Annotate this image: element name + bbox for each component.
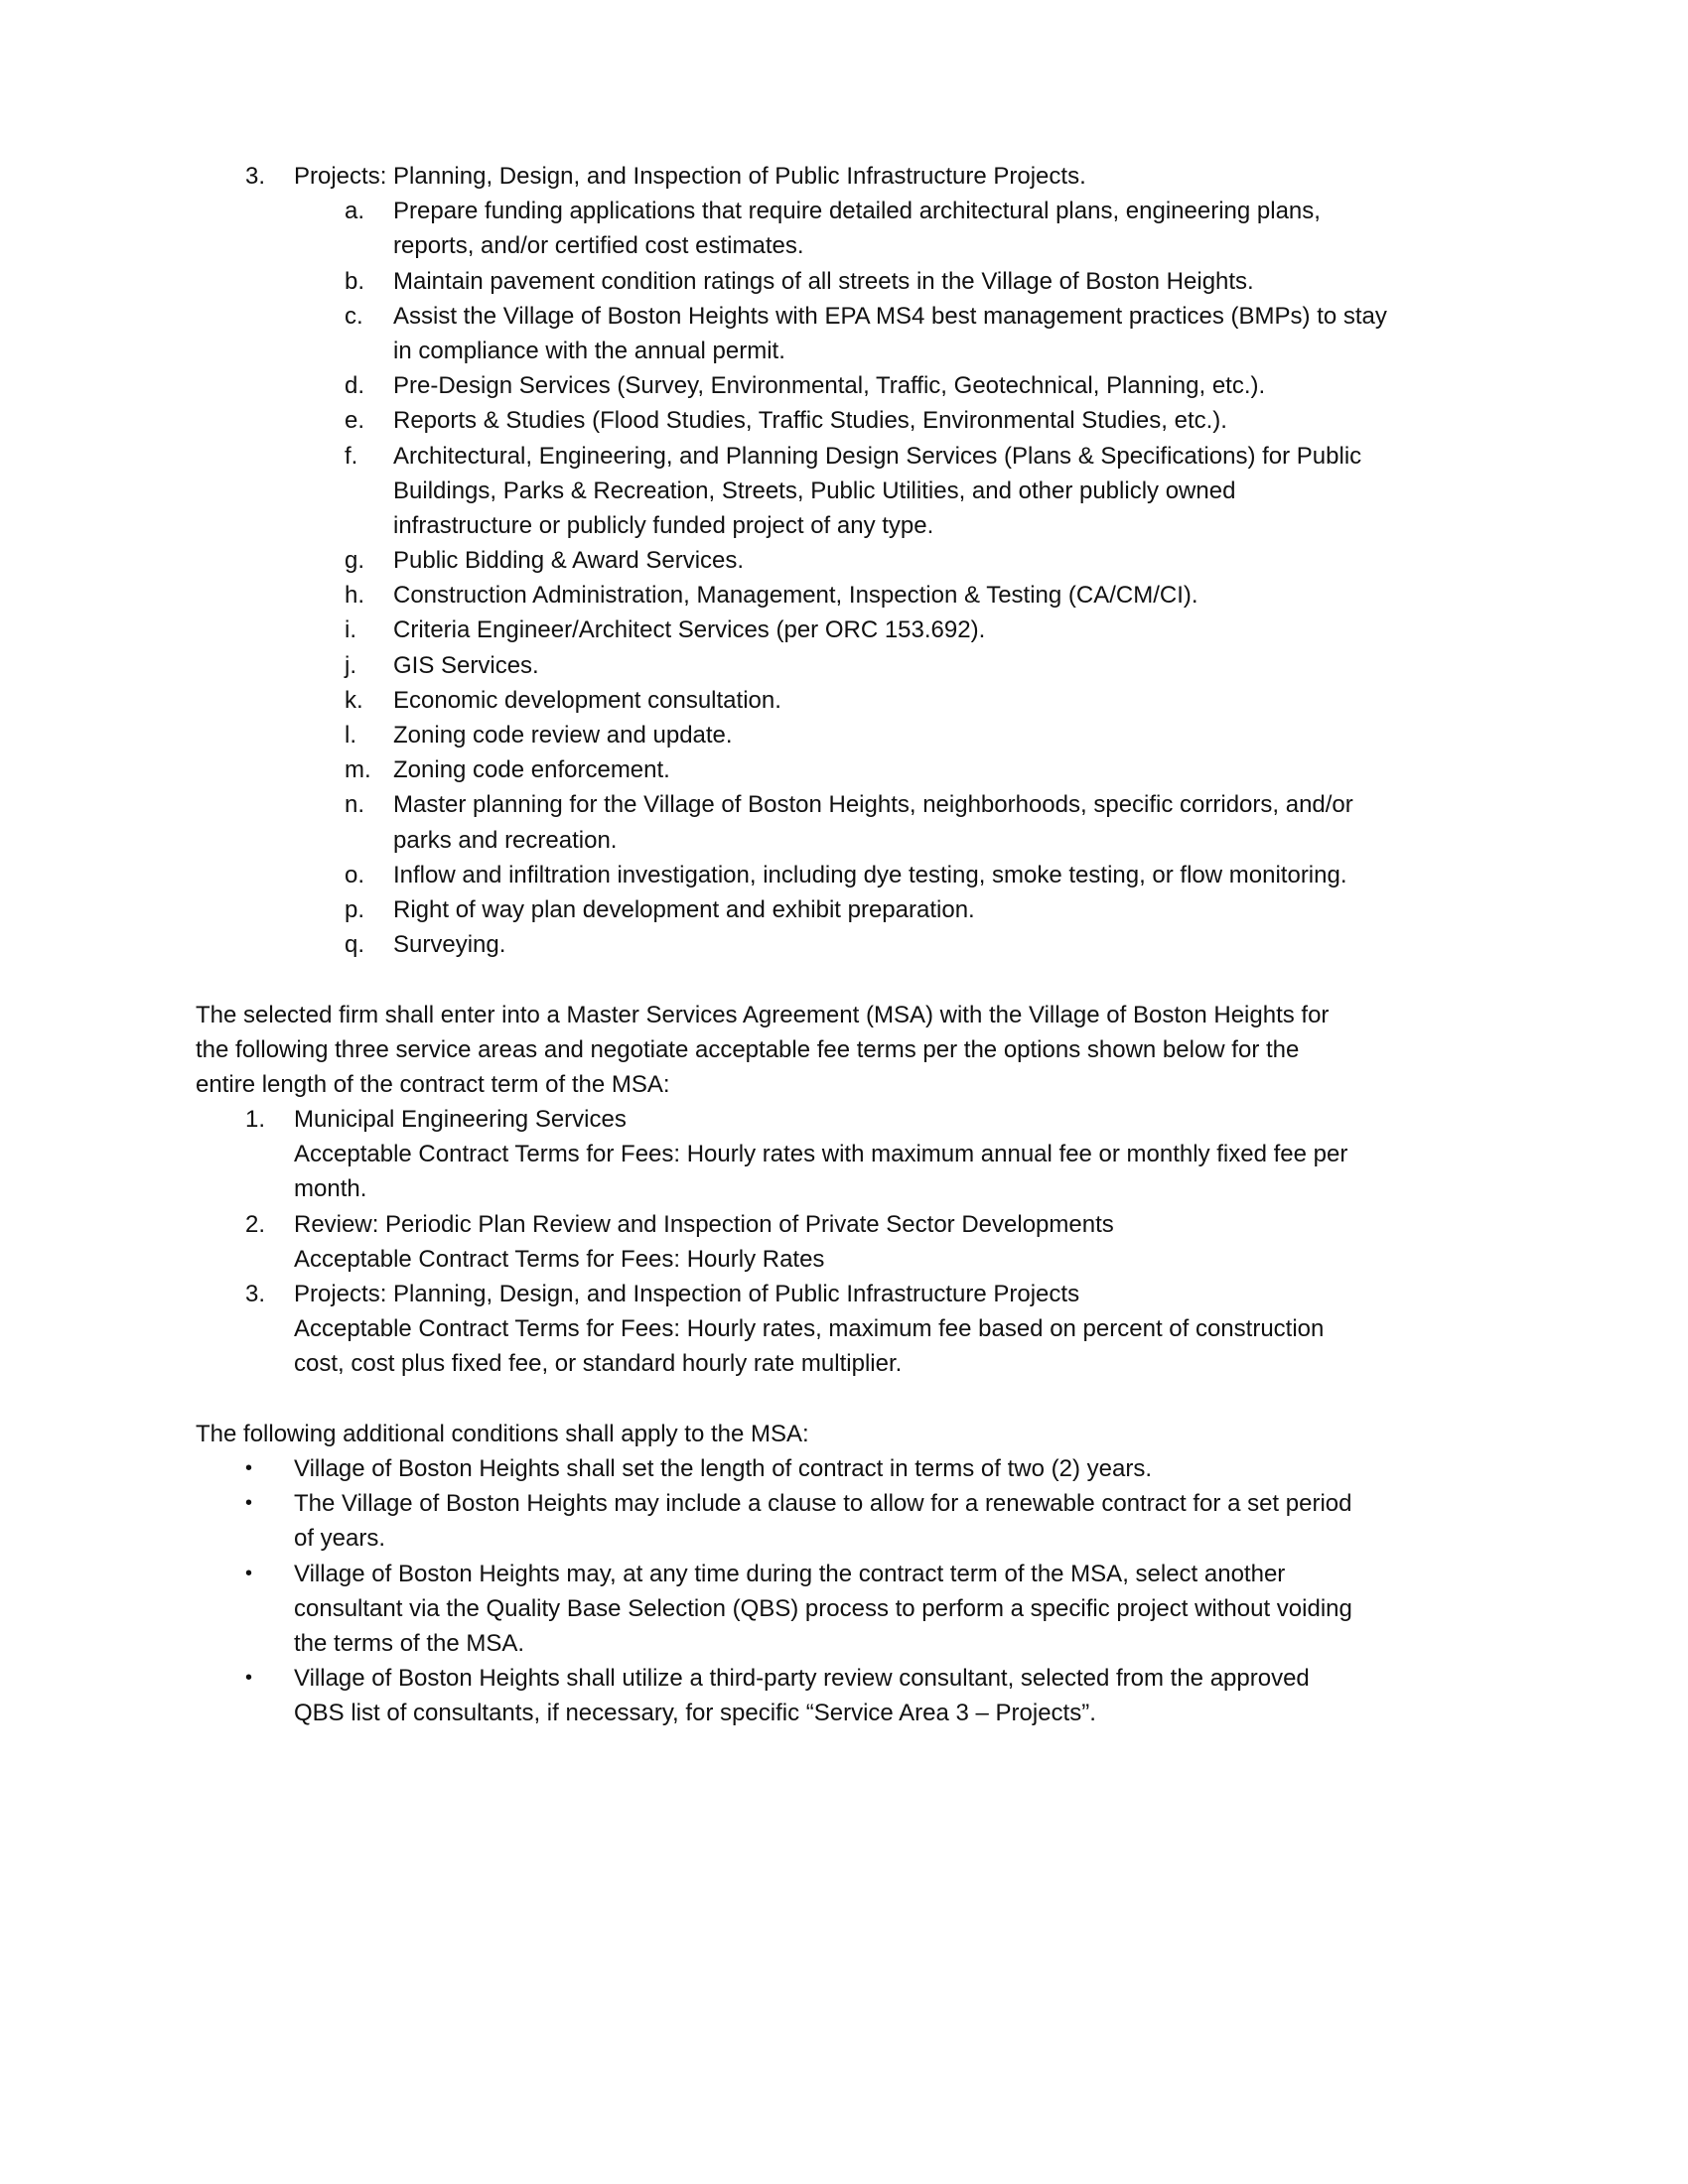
list-marker: c. — [345, 302, 363, 330]
sub-list-item — [196, 613, 1477, 647]
line-text: Village of Boston Heights shall set the length of contract in terms of two (2) years. — [294, 1454, 1152, 1482]
line-text: Village of Boston Heights shall utilize a third-party review consultant, selected from the approved — [294, 1665, 1310, 1693]
sub-list-item — [196, 927, 1477, 962]
bullet-icon: • — [245, 1492, 253, 1515]
condition-bullet-item — [196, 1696, 1477, 1730]
list-marker: e. — [345, 407, 365, 435]
line-text: Buildings, Parks & Recreation, Streets, Public Utilities, and other publicly owned — [393, 477, 1236, 504]
service-area-item — [196, 1137, 1477, 1171]
list-marker: p. — [345, 895, 365, 923]
condition-bullet-item — [196, 1557, 1477, 1591]
list-marker: j. — [345, 651, 356, 679]
line-text: The selected firm shall enter into a Master Services Agreement (MSA) with the Village of Boston Heights for — [196, 1001, 1330, 1028]
list-marker: d. — [345, 372, 365, 400]
condition-bullet-item — [196, 1661, 1477, 1696]
line-text: the terms of the MSA. — [294, 1629, 525, 1657]
line-text: Prepare funding applications that require detailed architectural plans, engineering plans, — [393, 198, 1321, 225]
service-area-item — [196, 1242, 1477, 1277]
bullet-icon: • — [245, 1667, 253, 1690]
sub-list-item — [196, 299, 1477, 334]
sub-list-item — [196, 718, 1477, 752]
document-page — [196, 159, 1477, 1730]
line-text: Economic development consultation. — [393, 686, 781, 714]
line-text: Review: Periodic Plan Review and Inspection of Private Sector Developments — [294, 1210, 1114, 1238]
paragraph-line — [196, 998, 1477, 1032]
list-marker: 3. — [245, 1281, 266, 1307]
line-text: Architectural, Engineering, and Planning Design Services (Plans & Specifications) for Public — [393, 442, 1362, 470]
line-text: Right of way plan development and exhibit preparation. — [393, 895, 975, 923]
line-text: Pre-Design Services (Survey, Environmental, Traffic, Geotechnical, Planning, etc.). — [393, 372, 1266, 400]
list-marker: 2. — [245, 1210, 266, 1238]
sub-list-item — [196, 858, 1477, 892]
list-marker: g. — [345, 547, 365, 575]
sub-list-item — [196, 264, 1477, 299]
line-text: reports, and/or certified cost estimates. — [393, 232, 804, 260]
bullet-icon: • — [245, 1456, 253, 1479]
line-text: Inflow and infiltration investigation, including dye testing, smoke testing, or flow monitoring. — [393, 861, 1347, 888]
line-text: entire length of the contract term of the MSA: — [196, 1070, 670, 1098]
line-text: Acceptable Contract Terms for Fees: Hourly rates with maximum annual fee or monthly fixed fee per — [294, 1141, 1348, 1168]
line-text: Construction Administration, Management, Inspection & Testing (CA/CM/CI). — [393, 582, 1198, 610]
line-text: Municipal Engineering Services — [294, 1106, 627, 1134]
sub-list-item — [196, 823, 1477, 858]
sub-list-item — [196, 787, 1477, 822]
line-text: Acceptable Contract Terms for Fees: Hourly Rates — [294, 1245, 825, 1273]
sub-list-item — [196, 228, 1477, 263]
sub-list-item — [196, 683, 1477, 718]
condition-bullet-item — [196, 1591, 1477, 1626]
sub-list-item — [196, 578, 1477, 613]
line-text: Criteria Engineer/Architect Services (per ORC 153.692). — [393, 616, 986, 644]
line-text: Village of Boston Heights may, at any time during the contract term of the MSA, select another — [294, 1560, 1286, 1587]
line-text: month. — [294, 1175, 367, 1203]
line-text: Assist the Village of Boston Heights with EPA MS4 best management practices (BMPs) to stay — [393, 302, 1387, 330]
line-text: GIS Services. — [393, 651, 539, 679]
line-text: of years. — [294, 1525, 386, 1553]
line-text: Public Bidding & Award Services. — [393, 547, 745, 575]
list-marker: m. — [345, 756, 371, 784]
service-area-item — [196, 1311, 1477, 1346]
line-text: in compliance with the annual permit. — [393, 337, 785, 364]
line-text: Surveying. — [393, 931, 506, 959]
spacer — [196, 1382, 1477, 1417]
list-marker: h. — [345, 582, 365, 610]
list-marker: 1. — [245, 1106, 266, 1134]
sub-list-item — [196, 648, 1477, 683]
line-text: the following three service areas and negotiate acceptable fee terms per the options shown below for the — [196, 1035, 1300, 1063]
line-text: The Village of Boston Heights may include a clause to allow for a renewable contract for a set period — [294, 1490, 1352, 1518]
list-marker: b. — [345, 267, 365, 295]
line-text: parks and recreation. — [393, 826, 618, 854]
service-area-item — [196, 1277, 1477, 1311]
bullet-icon: • — [245, 1562, 253, 1584]
service-area-item — [196, 1207, 1477, 1242]
sub-list-item — [196, 508, 1477, 543]
sub-list-item — [196, 403, 1477, 438]
list-marker: q. — [345, 931, 365, 959]
list-marker: i. — [345, 616, 356, 644]
sub-list-item — [196, 194, 1477, 228]
line-text: consultant via the Quality Base Selection (QBS) process to perform a specific project without voiding — [294, 1594, 1352, 1622]
list-item-projects — [196, 159, 1477, 194]
sub-list-item — [196, 892, 1477, 927]
sub-list-item — [196, 752, 1477, 787]
paragraph-line — [196, 1067, 1477, 1102]
condition-bullet-item — [196, 1521, 1477, 1556]
line-text: Maintain pavement condition ratings of all streets in the Village of Boston Heights. — [393, 267, 1254, 295]
list-marker: l. — [345, 722, 356, 749]
line-text: Acceptable Contract Terms for Fees: Hourly rates, maximum fee based on percent of construction — [294, 1315, 1325, 1343]
list-marker: a. — [345, 198, 365, 225]
line-text: Zoning code review and update. — [393, 722, 733, 749]
line-text: QBS list of consultants, if necessary, for specific “Service Area 3 – Projects”. — [294, 1700, 1096, 1727]
line-text: Projects: Planning, Design, and Inspection of Public Infrastructure Projects. — [294, 163, 1086, 190]
sub-list-item — [196, 334, 1477, 368]
list-marker: f. — [345, 442, 358, 470]
condition-bullet-item — [196, 1451, 1477, 1486]
sub-list-item — [196, 474, 1477, 508]
service-area-item — [196, 1171, 1477, 1206]
service-area-item — [196, 1102, 1477, 1137]
list-marker: 3. — [245, 163, 266, 190]
line-text: infrastructure or publicly funded project of any type. — [393, 511, 934, 539]
line-text: The following additional conditions shall apply to the MSA: — [196, 1420, 809, 1447]
sub-list-item — [196, 439, 1477, 474]
spacer — [196, 962, 1477, 997]
list-marker: k. — [345, 686, 363, 714]
line-text: Zoning code enforcement. — [393, 756, 670, 784]
line-text: cost, cost plus fixed fee, or standard hourly rate multiplier. — [294, 1350, 903, 1378]
condition-bullet-item — [196, 1486, 1477, 1521]
list-marker: n. — [345, 791, 365, 819]
sub-list-item — [196, 543, 1477, 578]
conditions-intro — [196, 1417, 1477, 1451]
line-text: Reports & Studies (Flood Studies, Traffic Studies, Environmental Studies, etc.). — [393, 407, 1227, 435]
line-text: Projects: Planning, Design, and Inspection of Public Infrastructure Projects — [294, 1281, 1080, 1307]
condition-bullet-item — [196, 1626, 1477, 1661]
service-area-item — [196, 1346, 1477, 1381]
list-marker: o. — [345, 861, 365, 888]
paragraph-line — [196, 1032, 1477, 1067]
line-text: Master planning for the Village of Boston Heights, neighborhoods, specific corridors, and/or — [393, 791, 1353, 819]
sub-list-item — [196, 368, 1477, 403]
